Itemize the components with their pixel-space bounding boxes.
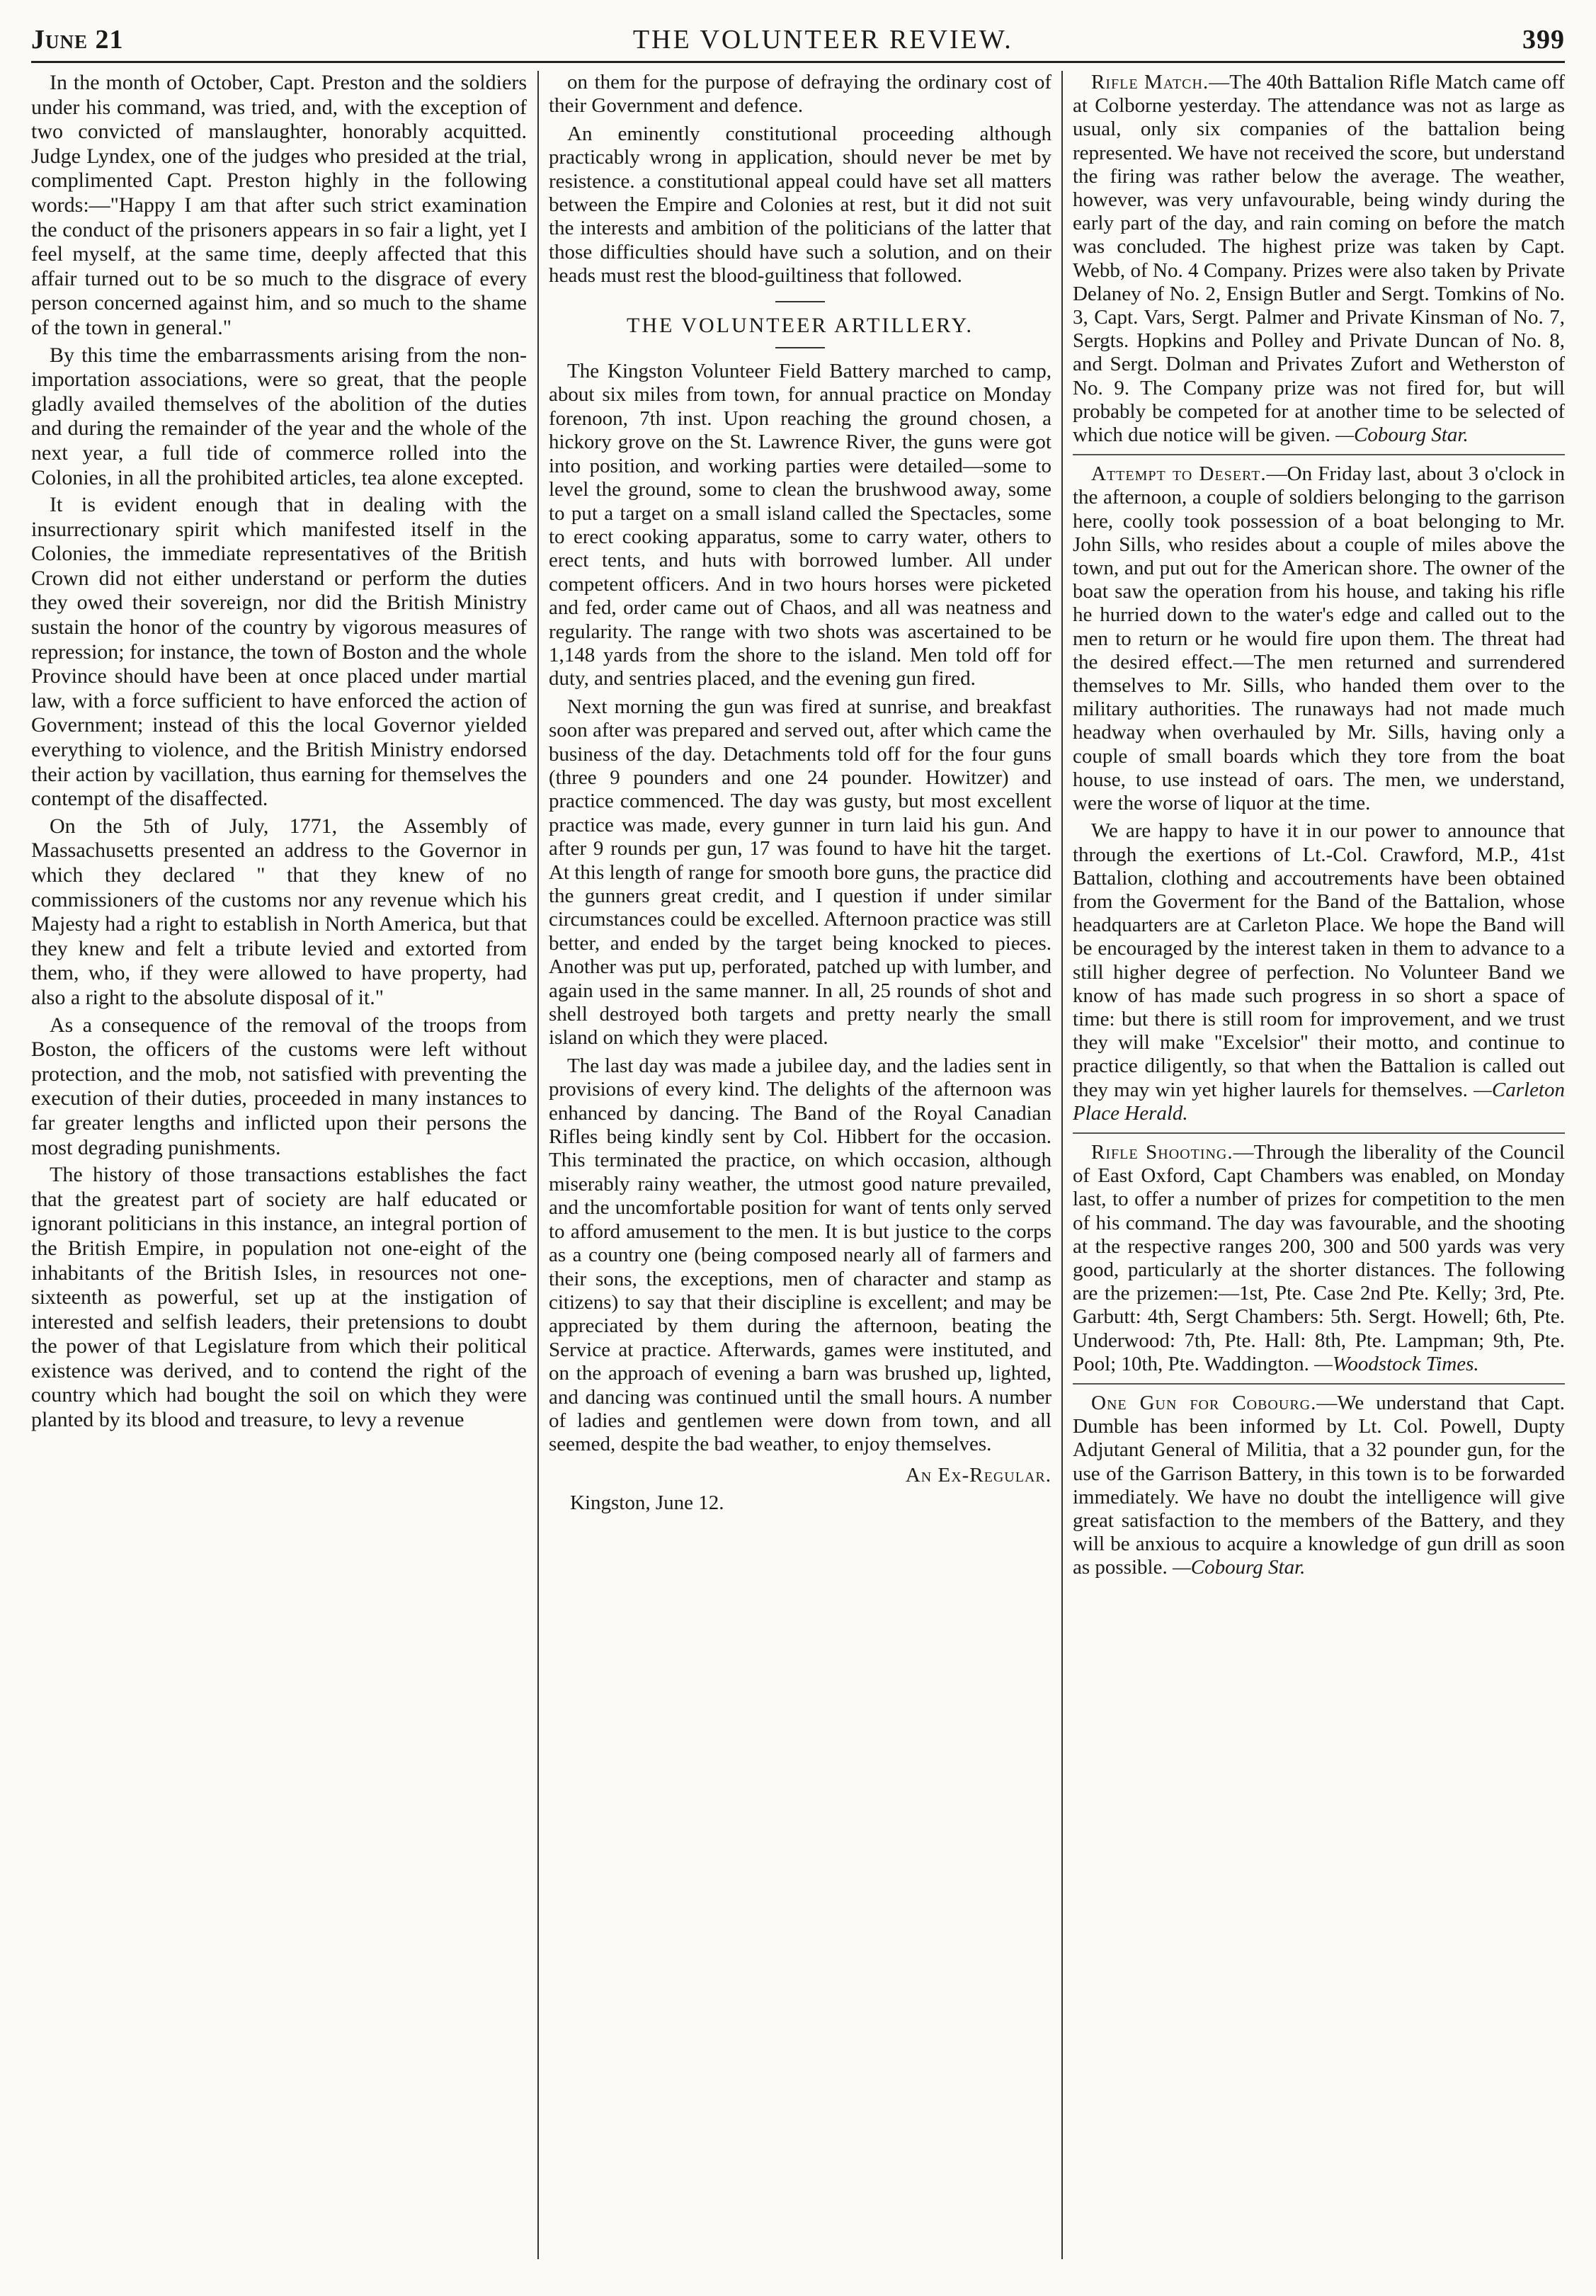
news-item-text: —We understand that Capt. Dumble has been informed by Lt. Col. Powell, Dupty Adjutant General of Militia, that a 32 pounder gun, for the use of the Garrison Battery, in this town is to be forwarded immediately. We have no doubt the intelligence will give great satisfaction to the members of the Battery, and they will be anxious to acquire a knowledge of gun drill as soon as possible. (1073, 1391, 1565, 1579)
paragraph: As a consequence of the removal of the troops from Boston, the officers of the customs were left without protection, and the mob, not satisfied with preventing the execution of their duties, proceeded in many instances to far greater lengths and inflicted upon their persons the most degrading punishments. (31, 1013, 527, 1159)
paragraph: on them for the purpose of defraying the ordinary cost of their Government and defence. (549, 71, 1051, 118)
section-heading: THE VOLUNTEER ARTILLERY. (549, 301, 1051, 348)
news-item (1073, 1392, 1565, 1580)
paragraph: On the 5th of July, 1771, the Assembly of Massachusetts presented an address to the Governor in which they declared " that they knew of no commissioners of the customs nor any revenue which his Majesty had a right to establish in North America, but that they knew and felt a tribute levied and extorted from them, who, if they were allowed to have property, had also a right to the absolute disposal of it." (31, 814, 527, 1009)
paragraph: By this time the embarrassments arising from the non-importation associations, were so great, that the people gladly availed themselves of the abolition of the duties and during the remainder of the year and the whole of the next year, a full tide of commerce rolled into the Colonies, in all the prohibited articles, tea alone excepted. (31, 343, 527, 489)
item-divider (1073, 454, 1565, 455)
paragraph: The last day was made a jubilee day, and the ladies sent in provisions of every kind. The delights of the afternoon was enhanced by dancing. The Band of the Royal Canadian Rifles being kindly sent by Col. Hibbert for the occasion. This terminated the practice, on which occasion, although miserably rainy weather, the utmost good nature prevailed, and the uncomfortable position for want of tents only served to afford amusement to the men. It is but justice to the corps as a country one (being composed nearly all of farmers and their sons, the exceptions, men of character and stamp as citizens) to say that their discipline is excellent; and may be appreciated by them during the afternoon, beating the Service at practice. Afterwards, games were instituted, and on the approach of evening a barn was brushed up, lighted, and dancing was continued until the small hours. A number of ladies and gentlemen were down from town, and all seemed, despite the bad weather, to enjoy themselves. (549, 1054, 1051, 1456)
paragraph: The history of those transactions establishes the fact that the greatest part of society are half educated or ignorant politicians in this instance, an integral portion of the British Empire, in population not one-eight of the inhabitants of the British Isles, in resources not one-sixteenth as powerful, set up at the instigation of interested and selfish leaders, their pretensions to doubt the power of that Legislature from which their political existence was derived, and to contend the right of the country which had bought the soil on which they were planted by its blood and treasure, to levy a revenue (31, 1163, 527, 1432)
paragraph: The Kingston Volunteer Field Battery marched to camp, about six miles from town, for annual practice on Monday forenoon, 7th inst. Upon reaching the ground chosen, a hickory grove on the St. Lawrence River, the guns were got into position, and working parties were detailed—some to level the ground, some to clean the brushwood away, some to put a target on a small island called the Spectacles, some to erect cooking apparatus, some to carry water, others to erect tents, and huts with borrowed lumber. All under competent officers. And in two hours horses were picketed and fed, order came out of Chaos, and all was neatness and regularity. The range with two shots was ascertained to be 1,148 yards from the shore to the island. Men told off for duty, and sentries placed, and the evening gun fired. (549, 360, 1051, 690)
news-item-text: —The 40th Battalion Rifle Match came off at Colborne yesterday. The attendance was not as large as usual, only six companies of the battalion being represented. We have not received the score, but understand the firing was rather below the average. The weather, however, was very unfavourable, being windy during the early part of the day, and rain coming on before the match was concluded. The highest prize was taken by Capt. Webb, of No. 4 Company. Prizes were also taken by Private Delaney of No. 2, Ensign Butler and Sergt. Tomkins of No. 3, Capt. Vars, Sergt. Palmer and Private Kinsman of No. 7, Sergts. Hopkins and Polley and Private Duncan of No. 8, and Sergt. Dolman and Privates Zufort and Wetherston of No. 9. The Company prize was not fired for, but will probably be competed for at another time to be selected of which due notice will be given. (1073, 71, 1565, 447)
paragraph: Next morning the gun was fired at sunrise, and breakfast soon after was prepared and served out, after which came the business of the day. Detachments told off for the four guns (three 9 pounders and one 24 pounder. Howitzer) and practice commenced. The day was gusty, but most excellent practice was made, every gunner in turn laid his gun. And after 9 rounds per gun, 17 was found to have hit the target. At this length of range for smooth bore guns, the practice did the gunners great credit, and I question if under similar circumstances could be excelled. Afternoon practice was still better, and ended by the target being knocked to pieces. Another was put up, perforated, patched up with lumber, and again used in the same manner. In all, 25 rounds of shot and shell destroyed both targets and pretty nearly the small island on which they were placed. (549, 695, 1051, 1050)
paragraph: An eminently constitutional proceeding although practicably wrong in application, should never be met by resistence. a constitutional appeal could have set all matters between the Empire and Colonies at rest, but it did not suit the interests and ambition of the politicians of the latter that those difficulties should have such a solution, and on their heads must rest the blood-guiltiness that followed. (549, 122, 1051, 288)
item-divider (1073, 1132, 1565, 1134)
news-item-source: —Cobourg Star. (1335, 424, 1469, 447)
column-2 (549, 71, 1051, 2259)
news-item-heading: One Gun for Cobourg. (1091, 1391, 1317, 1414)
news-item-text: We are happy to have it in our power to announce that through the exertions of Lt.-Col. Crawford, M.P., 41st Battalion, clothing and accoutrements have been obtained from the Goverment for the Band of the Battalion, whose headquarters are at Carleton Place. We hope the Band will be encouraged by the interest taken in them to advance to a still higher degree of perfection. No Volunteer Band we know of has made such progress in so short a space of time: but there is still room for improvement, and we trust they will make "Excelsior" their motto, and continue to practice diligently, so that when the Battalion is called out they may win yet higher laurels for themselves. (1073, 819, 1565, 1101)
newspaper-title: THE VOLUNTEER REVIEW. (632, 25, 1013, 55)
news-item-source: —Carleton Place Herald. (1073, 1078, 1565, 1125)
news-item (1073, 71, 1565, 447)
news-item-heading: Attempt to Desert. (1091, 462, 1267, 486)
issue-date: June 21 (31, 25, 124, 55)
item-divider (1073, 1383, 1565, 1385)
column-divider-1 (537, 71, 539, 2259)
header-rule (31, 61, 1565, 63)
paragraph: In the month of October, Capt. Preston and the soldiers under his command, was tried, and, with the exception of two convicted of manslaughter, honorably acquitted. Judge Lyndex, one of the judges who presided at the trial, complimented Capt. Preston highly in the following words:—"Happy I am that after such strict examination the conduct of the prisoners appears in so fair a light, yet I feel myself, at the same time, deeply affected that this affair turned out to be so much to the disgrace of every person concerned against him, and so much to the shame of the town in general." (31, 71, 527, 339)
column-divider-2 (1061, 71, 1063, 2259)
column-3 (1073, 71, 1565, 2259)
news-item-text: —Through the liberality of the Council of East Oxford, Capt Chambers was enabled, on Monday last, to offer a number of prizes for competition to the men of his command. The day was favourable, and the shooting at the respective ranges 200, 300 and 500 yards was very good, particularly at the shorter distances. The following are the prizemen:—1st, Pte. Case 2nd Pte. Kelly; 3rd, Pte. Garbutt: 4th, Sergt Chambers: 5th. Sergt. Howell; 6th, Pte. Underwood: 7th, Pte. Hall: 8th, Pte. Lampman; 9th, Pte. Pool; 10th, Pte. Waddington. (1073, 1140, 1565, 1375)
news-item (1073, 819, 1565, 1125)
page-header (31, 13, 1565, 55)
article-dateline: Kingston, June 12. (570, 1491, 724, 1515)
news-item-source: —Cobourg Star. (1172, 1556, 1306, 1579)
article-signature: An Ex-Regular. (905, 1463, 1051, 1487)
news-item-text: —On Friday last, about 3 o'clock in the afternoon, a couple of soldiers belonging to the garrison here, coolly took possession of a boat belonging to Mr. John Sills, who resides about a couple of miles above the town, and put out for the American shore. The owner of the boat saw the operation from his house, and taking his rifle he hurried down to the water's edge and called out to the men to return or he would fire upon them. The threat had the desired effect.—The men returned and surrendered themselves to Mr. Sills, who handed them over to the military authorities. The runaways had not made much headway when overhauled by Mr. Sills, having only a couple of small boards which they tore from the boat house, to use instead of oars. The men, we understand, were the worse of liquor at the time. (1073, 462, 1565, 815)
news-item (1073, 1141, 1565, 1376)
paragraph: It is evident enough that in dealing with the insurrectionary spirit which manifested itself in the Colonies, the immediate representatives of the British Crown did not either understand or perform the duties they owed their sovereign, nor did the British Ministry sustain the honor of the country by vigorous measures of repression; for instance, the town of Boston and the whole Province should have been at once placed under martial law, with a force sufficient to have enforced the action of Government; instead of this the local Governor yielded everything to violence, and the British Ministry endorsed their action by vacillation, thus earning for themselves the contempt of the disaffected. (31, 493, 527, 811)
news-item-heading: Rifle Shooting. (1091, 1140, 1233, 1164)
page-number: 399 (1522, 25, 1565, 55)
news-item-source: —Woodstock Times. (1314, 1352, 1479, 1375)
column-1 (31, 71, 527, 2259)
news-item (1073, 462, 1565, 815)
news-item-heading: Rifle Match. (1091, 71, 1209, 93)
